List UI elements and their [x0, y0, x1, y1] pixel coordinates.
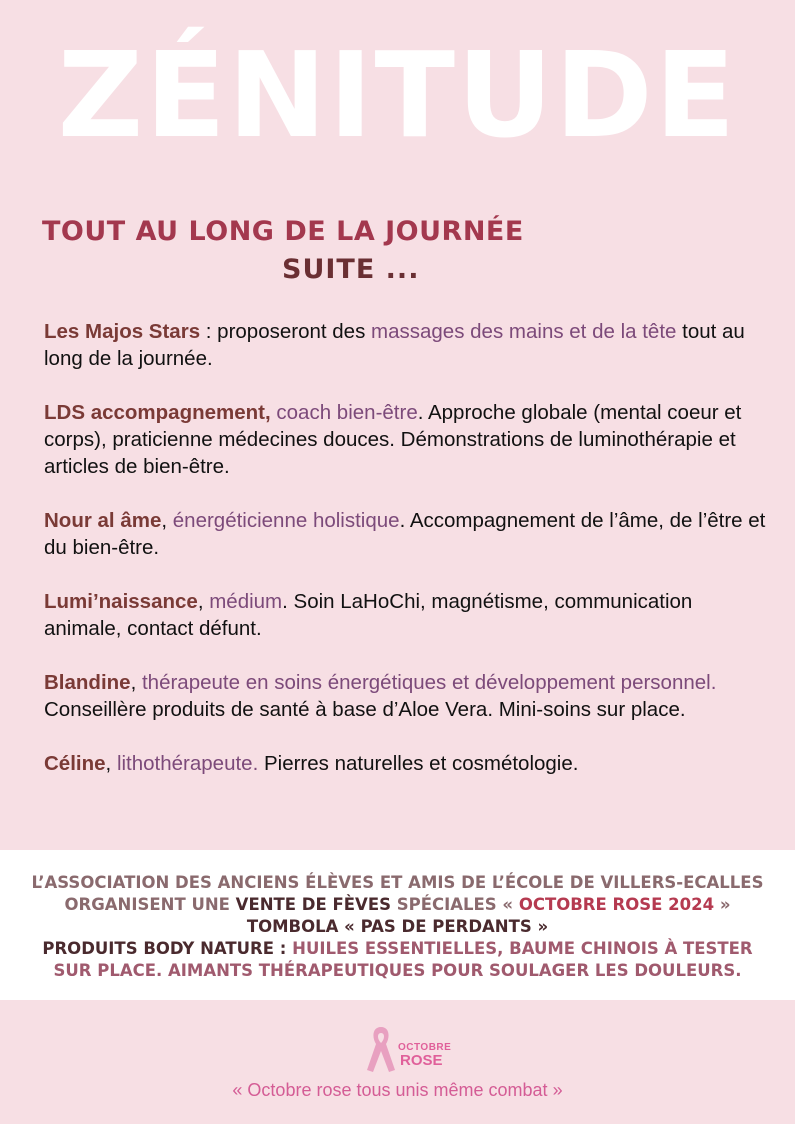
separator: : proposeront des: [200, 320, 372, 343]
sale-suffix: »: [714, 895, 731, 914]
separator: ,: [105, 752, 117, 775]
exhibitor-entry: [44, 750, 774, 777]
exhibitor-name: Blandine: [44, 671, 131, 694]
exhibitor-description: Pierres naturelles et cosmétologie.: [258, 752, 579, 775]
exhibitor-name: Nour al âme: [44, 509, 162, 532]
exhibitor-entry: [44, 507, 774, 561]
exhibitor-name: LDS accompagnement,: [44, 401, 271, 424]
exhibitor-role: médium: [209, 590, 283, 613]
exhibitor-description: . Approche globale (mental coeur et corps), praticienne médecines douces. Démonstrations de luminothérapie et articles de bien-être.: [44, 401, 742, 478]
sale-line: [0, 894, 795, 916]
separator: ,: [161, 509, 173, 532]
exhibitor-list: [44, 318, 774, 804]
info-band-text: [0, 872, 795, 982]
exhibitor-name: Les Majos Stars: [44, 320, 201, 343]
exhibitor-role: lithothérapeute.: [116, 752, 259, 775]
octobre-rose-logo: [360, 1024, 450, 1074]
sale-highlight: VENTE DE FÈVES: [235, 895, 391, 914]
sale-middle: SPÉCIALES «: [390, 895, 519, 914]
logo-bottom-text: ROSE: [400, 1052, 443, 1069]
products-detail: HUILES ESSENTIELLES, BAUME CHINOIS À TESTER: [286, 939, 753, 958]
exhibitor-description: . Soin LaHoChi, magnétisme, communication animale, contact défunt.: [44, 590, 693, 640]
exhibitor-role: coach bien-être: [276, 401, 418, 424]
tombola-note: « PAS DE PERDANTS »: [338, 917, 549, 936]
tombola-line: [0, 916, 795, 938]
separator: ,: [197, 590, 210, 613]
exhibitor-description: Conseillère produits de santé à base d’Aloe Vera. Mini-soins sur place.: [44, 698, 686, 721]
separator: ,: [130, 671, 142, 694]
exhibitor-entry: [44, 399, 774, 480]
subtitle-line-2: SUITE ...: [282, 254, 420, 285]
octobre-rose-highlight: OCTOBRE ROSE 2024: [518, 895, 715, 914]
exhibitor-entry: [44, 588, 774, 642]
page-title: ZÉNITUDE: [57, 26, 738, 164]
exhibitor-name: Lumi’naissance: [44, 590, 198, 613]
exhibitor-entry: [44, 669, 774, 723]
products-label: PRODUITS BODY NATURE :: [42, 939, 287, 958]
exhibitor-description: . Accompagnement de l’âme, de l’être et du bien-être.: [44, 509, 766, 559]
exhibitor-role: thérapeute en soins énergétiques et développement personnel.: [141, 671, 717, 694]
exhibitor-name: Céline: [44, 752, 106, 775]
sale-prefix: ORGANISENT UNE: [64, 895, 236, 914]
products-line: [0, 938, 795, 960]
subtitle-line-1: TOUT AU LONG DE LA JOURNÉE: [42, 216, 524, 247]
exhibitor-role: massages des mains et de la tête: [371, 320, 677, 343]
exhibitor-description: tout au long de la journée.: [44, 320, 745, 370]
exhibitor-role: énergéticienne holistique: [172, 509, 400, 532]
association-line: L’ASSOCIATION DES ANCIENS ÉLÈVES ET AMIS DE L’ÉCOLE DE VILLERS-ECALLES: [31, 873, 764, 892]
logo-top-text: OCTOBRE: [398, 1042, 452, 1053]
exhibitor-entry: [44, 318, 774, 372]
pink-ribbon-icon: [364, 1024, 398, 1074]
slogan: « Octobre rose tous unis même combat »: [232, 1080, 563, 1100]
tombola-label: TOMBOLA: [246, 917, 339, 936]
products-line-2: SUR PLACE. AIMANTS THÉRAPEUTIQUES POUR SOULAGER LES DOULEURS.: [53, 961, 742, 980]
